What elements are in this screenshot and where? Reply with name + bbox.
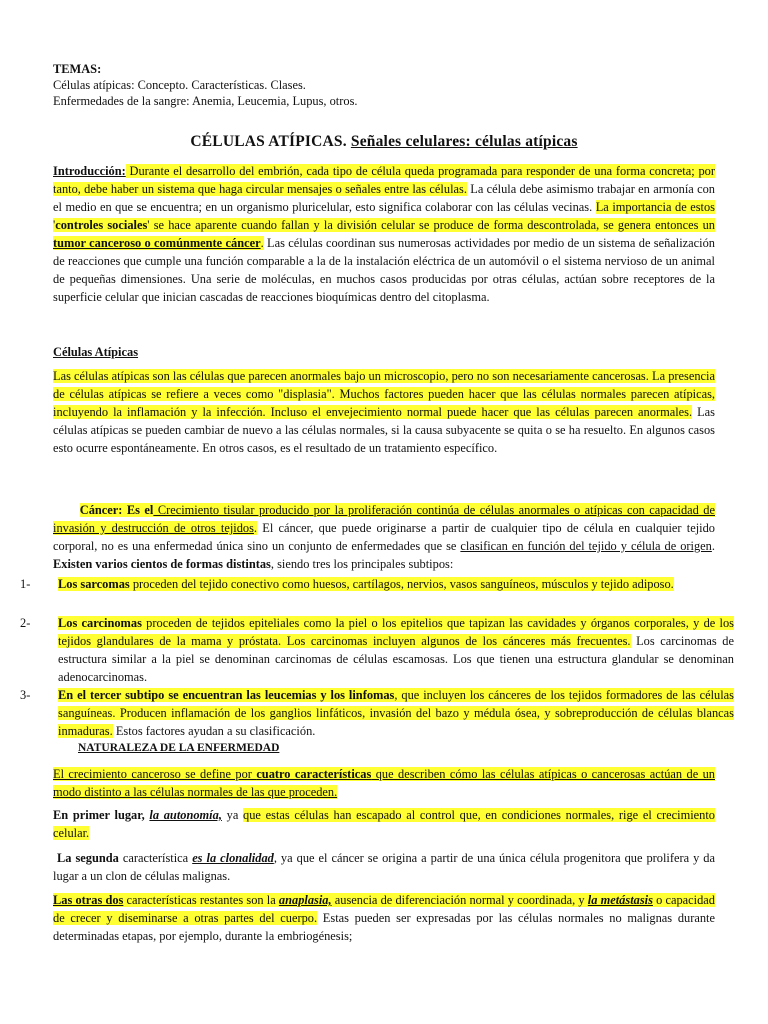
bold-term: la autonomía, <box>149 808 222 822</box>
bold-term: La segunda <box>57 851 119 865</box>
autonomy-paragraph <box>53 806 715 842</box>
highlighted-text <box>58 577 674 591</box>
text-run: ausencia de diferenciación normal y coordinada, y <box>331 893 588 907</box>
text-run: características restantes son la <box>123 893 279 907</box>
highlighted-text: La presencia de células atípicas se refiere a veces como "displasia". Muchos factores pueden hacer que las células normales parecen atípicas, incluyendo la inflamación y la infección. Incluso el envejecimiento normal puede hacer que las células parecen anormales. <box>53 369 715 419</box>
body-text: La célula debe asimismo trabajar en armonía con el medio en que se encuentra; en un organismo pluricelular, esto significa colaborar con las células vecinas. <box>53 182 715 214</box>
heading-text: Células Atípicas <box>53 345 139 359</box>
bold-term: anaplasia, <box>278 893 332 907</box>
list-number: 3- <box>20 688 31 702</box>
text-run: . <box>253 521 258 535</box>
highlighted-text: Las células atípicas son las células que parecen anormales bajo un microscopio, pero no son necesariamente cancerosas. <box>53 369 649 383</box>
text-run: o capacidad de crecer y diseminarse a otras partes del cuerpo. <box>53 893 716 925</box>
text-run: , ya que el cáncer se origina a partir de una única célula progenitora que prolifera y da lugar a un clon de células malignas. <box>53 851 715 883</box>
text-run: ' se hace aparente cuando fallan y la división celular se produce de forma descontrolada, se genera entonces un <box>147 218 715 232</box>
section-heading-atypical <box>53 343 715 361</box>
body-text: Estas pueden ser expresadas por las células normales no malignas durante determinadas etapas, por ejemplo, durante la embriogénesis; <box>53 911 715 943</box>
cancer-paragraph <box>53 501 715 573</box>
body-text: Estos factores ayudan a su clasificación. <box>112 724 316 738</box>
text-run: . <box>711 539 715 553</box>
list-number: 1- <box>20 577 31 591</box>
list-item <box>58 575 734 593</box>
text-run: proceden del tejido conectivo como huesos, cartílagos, nervios, vasos sanguíneos, músculos y tejido adiposo. <box>129 577 674 591</box>
bold-term: tumor canceroso o comúnmente cáncer <box>53 236 261 250</box>
text-run: que describen cómo las células atípicas o cancerosas actúan de un modo distinto a las células normales de las que proceden. <box>53 767 715 799</box>
atypical-paragraph <box>53 367 715 457</box>
underlined-text: clasifican en función del tejido y célula de origen <box>460 539 712 553</box>
anaplasia-paragraph <box>53 891 715 945</box>
title-main: CÉLULAS ATÍPICAS. <box>190 133 347 150</box>
topic-line: Enfermedades de la sangre: Anemia, Leucemia, Lupus, otros. <box>53 94 358 108</box>
body-text: Las células coordinan sus numerosas actividades por medio de un sistema de señalización de reacciones que cumple una función comparable a la de la instalación eléctrica de un automóvil o el sistema nervioso de un animal de pequeñas dimensiones. Una serie de moléculas, en muchos casos producidas por otras células, actúan sobre receptores de la superficie celular que inician cascadas de reacciones bioquímicas dentro del citoplasma. <box>53 236 715 304</box>
bold-term: En el tercer subtipo se encuentran las leucemias y los linfomas <box>58 688 395 702</box>
clonality-paragraph <box>53 849 715 885</box>
list-item <box>58 614 734 686</box>
bold-term: controles sociales <box>55 218 148 232</box>
nature-paragraph <box>53 765 715 801</box>
bold-term: Cáncer: Es el <box>79 503 154 517</box>
body-text: El cáncer, que puede originarse a partir de cualquier tipo de célula en cualquier tejido corporal, no es una enfermedad única sino un conjunto de enfermedades que se <box>53 521 715 553</box>
title-subtitle: Señales celulares: células atípicas <box>350 133 578 150</box>
underlined-text: Crecimiento tisular producido por la proliferación continúa de células anormales o atípicas con capacidad de invasión y destrucción de otros tejidos <box>53 503 715 535</box>
body-text: Los carcinomas de estructura similar a la piel se denominan carcinomas de células escamosas. Los que tienen una estructura glandular se denominan adenocarcinomas. <box>58 634 734 684</box>
topic-line: Células atípicas: Concepto. Características. Clases. <box>53 78 306 92</box>
bold-term: En primer lugar, <box>53 808 150 822</box>
section-heading-nature: NATURALEZA DE LA ENFERMEDAD <box>78 742 280 754</box>
text-run: proceden de tejidos epiteliales como la piel o los epitelios que tapizan las cavidades y órganos corporales, y de los tejidos glandulares de la mama y próstata. Los carcinomas incluyen algunos de los cánceres más frecuentes. <box>58 616 734 648</box>
text-run: ya <box>221 808 244 822</box>
text-run: , que incluyen los cánceres de los tejidos formadores de las células sanguíneas. Producen inflamación de los ganglios linfáticos, invasión del bazo y médula ósea, y sobreproducción de células blancas inmaduras. <box>58 688 734 738</box>
text-run: característica <box>118 851 193 865</box>
intro-paragraph <box>53 162 715 306</box>
list-number: 2- <box>20 616 31 630</box>
bold-term: Las otras dos <box>53 893 124 907</box>
bold-term: es la clonalidad <box>192 851 274 865</box>
intro-heading: Introducción: <box>53 164 126 178</box>
bold-term: la metástasis <box>587 893 653 907</box>
bold-term: cuatro características <box>256 767 372 781</box>
document-title <box>0 133 768 151</box>
highlighted-text: Durante el desarrollo del embrión, cada tipo de célula queda programada para responder de una forma concreta; por tanto, debe haber un sistema que haga circular mensajes o señales entre las células. <box>53 164 715 196</box>
body-text: , siendo tres los principales subtipos: <box>270 557 454 571</box>
list-item <box>58 686 734 740</box>
text-run: El crecimiento canceroso se define por <box>53 767 257 781</box>
bold-term: Los carcinomas <box>58 616 142 630</box>
highlighted-text: que estas células han escapado al control que, en condiciones normales, rige el crecimiento celular. <box>53 808 715 840</box>
text-run: La importancia de estos ' <box>53 200 715 232</box>
bold-term: Los sarcomas <box>58 577 130 591</box>
topics-block <box>53 61 358 109</box>
text-run: . <box>260 236 264 250</box>
bold-term: Existen varios cientos de formas distintas <box>53 557 271 571</box>
highlighted-text <box>53 767 715 799</box>
body-text: Las células atípicas se pueden cambiar de nuevo a las células normales, si la causa subyacente se quita o se ha resuelto. En algunos casos esto ocurre espontáneamente. En otros casos, es el resultado de un tratamiento específico. <box>53 405 715 455</box>
topics-label: TEMAS: <box>53 62 102 76</box>
